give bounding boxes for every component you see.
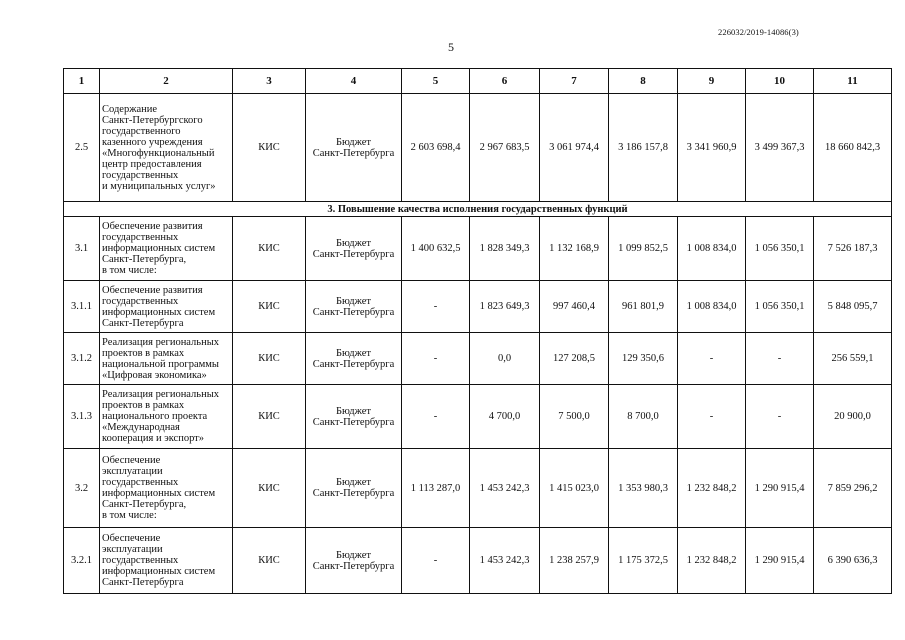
- funding-source-line: Бюджет: [335, 347, 372, 359]
- table-row: [64, 333, 892, 385]
- row-title: [100, 449, 233, 528]
- funding-source-line: Санкт-Петербурга: [312, 248, 395, 260]
- table-row: [64, 449, 892, 528]
- funding-source-line: Бюджет: [335, 549, 372, 561]
- row-title-line: Реализация региональных: [102, 336, 220, 348]
- executor: КИС: [233, 385, 306, 449]
- row-title-line: Санкт-Петербургского: [102, 114, 203, 126]
- value-cell: 1 113 287,0: [402, 449, 470, 528]
- program-funding-table: [63, 68, 892, 594]
- column-header: 10: [746, 69, 814, 94]
- value-cell: 1 453 242,3: [470, 449, 540, 528]
- row-title-line: государственных: [102, 555, 179, 566]
- funding-source-line: Санкт-Петербурга: [312, 147, 395, 159]
- value-cell: 8 700,0: [609, 385, 678, 449]
- value-cell: -: [678, 333, 746, 385]
- funding-source-line: Бюджет: [335, 405, 372, 417]
- value-cell: -: [678, 385, 746, 449]
- column-header: 3: [233, 69, 306, 94]
- row-title: [100, 385, 233, 449]
- row-number: 3.1: [64, 217, 100, 281]
- column-header: 6: [470, 69, 540, 94]
- value-cell: 1 232 848,2: [678, 449, 746, 528]
- funding-source-line: Бюджет: [335, 295, 372, 307]
- table-row: [64, 217, 892, 281]
- funding-source-line: Санкт-Петербурга: [312, 560, 395, 572]
- funding-source-line: Санкт-Петербурга: [312, 488, 395, 499]
- row-title-line: Санкт-Петербурга: [102, 577, 184, 588]
- value-cell: 961 801,9: [609, 281, 678, 333]
- row-title-line: Санкт-Петербурга,: [102, 499, 187, 510]
- row-title-line: государственных: [102, 232, 179, 243]
- value-cell: 7 526 187,3: [814, 217, 892, 281]
- row-title-line: информационных систем: [102, 243, 216, 254]
- row-title-line: эксплуатации: [102, 544, 163, 555]
- value-cell: 6 390 636,3: [814, 528, 892, 594]
- row-title-line: эксплуатации: [102, 466, 163, 477]
- funding-source-line: Бюджет: [335, 477, 372, 488]
- value-cell: 3 061 974,4: [540, 94, 609, 202]
- row-title-line: национального проекта: [102, 411, 208, 422]
- row-title: [100, 94, 233, 202]
- row-title-line: государственных: [102, 477, 179, 488]
- funding-source-line: Бюджет: [335, 136, 372, 148]
- row-title-line: проектов в рамках: [102, 347, 185, 359]
- column-header: 11: [814, 69, 892, 94]
- row-title-line: государственных: [102, 169, 179, 181]
- document-number: 226032/2019-14086(3): [718, 27, 799, 37]
- value-cell: 7 859 296,2: [814, 449, 892, 528]
- row-title-line: Реализация региональных: [102, 389, 220, 400]
- value-cell: 0,0: [470, 333, 540, 385]
- value-cell: 129 350,6: [609, 333, 678, 385]
- value-cell: 1 828 349,3: [470, 217, 540, 281]
- value-cell: 1 353 980,3: [609, 449, 678, 528]
- row-title: [100, 528, 233, 594]
- value-cell: 5 848 095,7: [814, 281, 892, 333]
- value-cell: 1 400 632,5: [402, 217, 470, 281]
- value-cell: 1 238 257,9: [540, 528, 609, 594]
- row-title-line: «Цифровая экономика»: [102, 369, 207, 381]
- value-cell: 3 341 960,9: [678, 94, 746, 202]
- section-title: 3. Повышение качества исполнения государственных функций: [64, 202, 892, 217]
- value-cell: 1 132 168,9: [540, 217, 609, 281]
- row-title-line: информационных систем: [102, 488, 216, 499]
- row-number: 3.1.3: [64, 385, 100, 449]
- row-number: 3.1.2: [64, 333, 100, 385]
- row-title-line: кооперация и экспорт»: [102, 433, 205, 444]
- column-header: 7: [540, 69, 609, 94]
- value-cell: 1 008 834,0: [678, 281, 746, 333]
- row-title-line: Обеспечение развития: [102, 221, 203, 232]
- value-cell: -: [402, 333, 470, 385]
- funding-source-line: Санкт-Петербурга: [312, 416, 395, 428]
- value-cell: 1 290 915,4: [746, 449, 814, 528]
- row-title-line: Обеспечение: [102, 533, 161, 544]
- executor: КИС: [233, 94, 306, 202]
- value-cell: 1 823 649,3: [470, 281, 540, 333]
- value-cell: 20 900,0: [814, 385, 892, 449]
- row-title-line: проектов в рамках: [102, 400, 185, 411]
- row-title: [100, 217, 233, 281]
- table-header-row: [64, 69, 892, 94]
- value-cell: 3 499 367,3: [746, 94, 814, 202]
- row-title-line: информационных систем: [102, 306, 216, 318]
- row-title-line: «Многофункциональный: [102, 147, 215, 159]
- value-cell: 7 500,0: [540, 385, 609, 449]
- executor: КИС: [233, 528, 306, 594]
- executor: КИС: [233, 333, 306, 385]
- row-title-line: «Международная: [102, 422, 180, 433]
- table-row: [64, 528, 892, 594]
- funding-source: [306, 385, 402, 449]
- funding-source: [306, 528, 402, 594]
- value-cell: 1 056 350,1: [746, 281, 814, 333]
- funding-source-line: Санкт-Петербурга: [312, 358, 395, 370]
- row-title-line: Содержание: [102, 103, 158, 115]
- value-cell: -: [746, 333, 814, 385]
- row-title-line: государственного: [102, 125, 181, 137]
- value-cell: 1 175 372,5: [609, 528, 678, 594]
- row-title-line: государственных: [102, 295, 179, 307]
- value-cell: 2 967 683,5: [470, 94, 540, 202]
- row-title-line: казенного учреждения: [102, 136, 203, 148]
- row-number: 3.1.1: [64, 281, 100, 333]
- value-cell: 1 056 350,1: [746, 217, 814, 281]
- value-cell: 256 559,1: [814, 333, 892, 385]
- funding-source: [306, 333, 402, 385]
- row-number: 3.2.1: [64, 528, 100, 594]
- funding-source: [306, 217, 402, 281]
- column-header: 8: [609, 69, 678, 94]
- value-cell: -: [402, 385, 470, 449]
- funding-source: [306, 281, 402, 333]
- page-number: 5: [448, 40, 454, 54]
- value-cell: 3 186 157,8: [609, 94, 678, 202]
- funding-source-line: Санкт-Петербурга: [312, 306, 395, 318]
- row-title-line: национальной программы: [102, 358, 219, 370]
- column-header: 5: [402, 69, 470, 94]
- table-row: [64, 281, 892, 333]
- row-number: 2.5: [64, 94, 100, 202]
- executor: КИС: [233, 217, 306, 281]
- row-title-line: в том числе:: [102, 510, 157, 521]
- funding-source-line: Бюджет: [335, 237, 372, 249]
- row-title-line: в том числе:: [102, 265, 157, 276]
- row-title-line: Обеспечение: [102, 455, 161, 466]
- value-cell: 1 099 852,5: [609, 217, 678, 281]
- value-cell: 1 232 848,2: [678, 528, 746, 594]
- row-title-line: информационных систем: [102, 566, 216, 577]
- value-cell: 1 008 834,0: [678, 217, 746, 281]
- executor: КИС: [233, 449, 306, 528]
- value-cell: 1 453 242,3: [470, 528, 540, 594]
- executor: КИС: [233, 281, 306, 333]
- funding-source: [306, 94, 402, 202]
- value-cell: 997 460,4: [540, 281, 609, 333]
- value-cell: 1 290 915,4: [746, 528, 814, 594]
- row-title-line: Санкт-Петербурга,: [102, 254, 187, 265]
- row-title-line: Санкт-Петербурга: [102, 317, 184, 329]
- value-cell: 127 208,5: [540, 333, 609, 385]
- funding-source: [306, 449, 402, 528]
- column-header: 9: [678, 69, 746, 94]
- row-title-line: центр предоставления: [102, 158, 202, 170]
- column-header: 1: [64, 69, 100, 94]
- row-title-line: и муниципальных услуг»: [102, 180, 216, 192]
- value-cell: 2 603 698,4: [402, 94, 470, 202]
- row-number: 3.2: [64, 449, 100, 528]
- row-title: [100, 281, 233, 333]
- column-header: 4: [306, 69, 402, 94]
- value-cell: -: [402, 281, 470, 333]
- value-cell: 4 700,0: [470, 385, 540, 449]
- table-row: [64, 94, 892, 202]
- value-cell: -: [746, 385, 814, 449]
- table-row: [64, 385, 892, 449]
- value-cell: -: [402, 528, 470, 594]
- row-title-line: Обеспечение развития: [102, 284, 203, 296]
- section-row: [64, 202, 892, 217]
- row-title: [100, 333, 233, 385]
- value-cell: 18 660 842,3: [814, 94, 892, 202]
- value-cell: 1 415 023,0: [540, 449, 609, 528]
- column-header: 2: [100, 69, 233, 94]
